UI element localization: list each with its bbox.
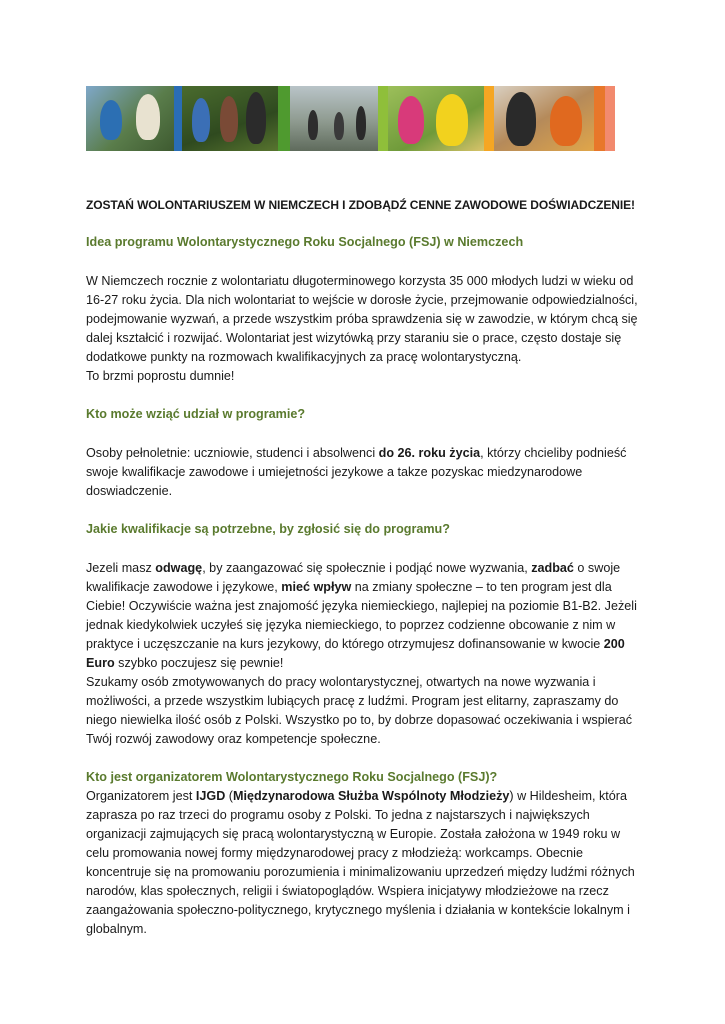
section-paragraph: W Niemczech rocznie z wolontariatu długoterminowego korzysta 35 000 młodych ludzi w wieku od 16-27 roku życia. Dla nich wolontariat to wejście w dorosłe życie, przejmowanie odpowiedzialności, podejmowanie wyzwań, a przede wszystkim próba sprawdzenia się w zawodzie, w którym chcą się dalej kształcić i rozwijać. Wolontariat jest wizytówką przy staraniu sie o prace, często dostaje się dodatkowe punkty na rozmowach kwalifikacyjnych za pracę wolontarystyczną. To brzmi poprostu dumnie!: [86, 274, 638, 383]
section-paragraph: Organizatorem jest IJGD (Międzynarodowa Służba Wspólnoty Młodzieży) w Hildesheim, która zaprasza po raz trzeci do programu osoby z Polski. To jedna z najstarszych i największych organizacji zajmujących się pracą wolontarystyczną w Europie. Została założona w 1949 roku w celu promowania nowej formy międzynarodowej pracy z młodzieżą: workcamps. Obecnie koncentruje się na promowaniu porozumienia i minimalizowaniu uprzedzeń między ludźmi różnych narodów, klas społecznych, religii i światopoglądów. Wspiera inicjatywy młodzieżowe na rzecz zaangażowania społeczno-politycznego, krytycznego myślenia i działania w kontekście lokalnym i globalnym.: [86, 789, 635, 936]
banner-stripe-salmon: [605, 86, 615, 151]
banner-photo-reading: [86, 86, 174, 151]
banner-photo-smiling: [388, 86, 484, 151]
header-photo-banner: [86, 86, 637, 151]
emphasis-text: do 26. roku życia: [378, 446, 481, 460]
banner-stripe-green: [278, 86, 290, 151]
banner-stripe-amber: [484, 86, 494, 151]
banner-photo-outdoor: [290, 86, 378, 151]
page-title: ZOSTAŃ WOLONTARIUSZEM W NIEMCZECH I ZDOBĄDŹ CENNE ZAWODOWE DOŚWIADCZENIE!: [86, 198, 635, 212]
section-paragraph: Jezeli masz odwagę, by zaangazować się społecznie i podjąć nowe wyzwania, zadbać o swoje kwalifikacje zawodowe i językowe, mieć wpływ na zmiany społeczne – to ten program jest dla Ciebie! Oczywiście ważna jest znajomość języka niemieckiego, najlepiej na poziomie B1-B2. Jeżeli jednak kiedykolwiek uczyłeś się języka niemieckiego, to poprzez codzienne obcowanie z nim w praktyce i uczęszczanie na kurs jezykowy, do którego otrzymujesz dofinansowanie w kwocie 200 Euro szybko poczujesz się pewnie! Szukamy osób zmotywowanych do pracy wolontarystycznej, otwartych na nowe wyzwania i możliwości, a przede wszystkim lubiących pracę z ludźmi. Program jest elitarny, zapraszamy do niego niewielka ilość osób z Polski. Wszystko po to, by dobrze dopasować oczekiwania i wspierać Twój rozwój zawodowy oraz kompetencje społeczne.: [86, 561, 637, 746]
sections-container: [86, 233, 646, 939]
section-heading: Kto jest organizatorem Wolontarystycznego Roku Socjalnego (FSJ)?: [86, 770, 498, 784]
banner-stripe-orange: [378, 86, 388, 151]
section-heading: Kto może wziąć udział w programie?: [86, 407, 306, 421]
emphasis-text: IJGD: [195, 789, 226, 803]
section-heading: Idea programu Wolontarystycznego Roku Socjalnego (FSJ) w Niemczech: [86, 235, 524, 249]
document-body: [86, 196, 646, 958]
banner-photo-group: [182, 86, 278, 151]
emphasis-text: mieć wpływ: [281, 580, 352, 594]
section-paragraph: Osoby pełnoletnie: uczniowie, studenci i absolwenci do 26. roku życia, którzy chcieliby podnieść swoje kwalifikacje zawodowe i umiejetności jezykowe a takze pozyskac miedzynarodowe doswiadczenie.: [86, 446, 627, 498]
banner-stripe-red: [594, 86, 605, 151]
section-heading: Jakie kwalifikacje są potrzebne, by zgłosić się do programu?: [86, 522, 450, 536]
banner-photo-youth: [494, 86, 594, 151]
banner-stripe-blue: [174, 86, 182, 151]
emphasis-text: odwagę: [155, 561, 203, 575]
emphasis-text: 200 Euro: [86, 637, 625, 670]
emphasis-text: zadbać: [531, 561, 574, 575]
emphasis-text: Międzynarodowa Służba Wspólnoty Młodzieży: [233, 789, 510, 803]
